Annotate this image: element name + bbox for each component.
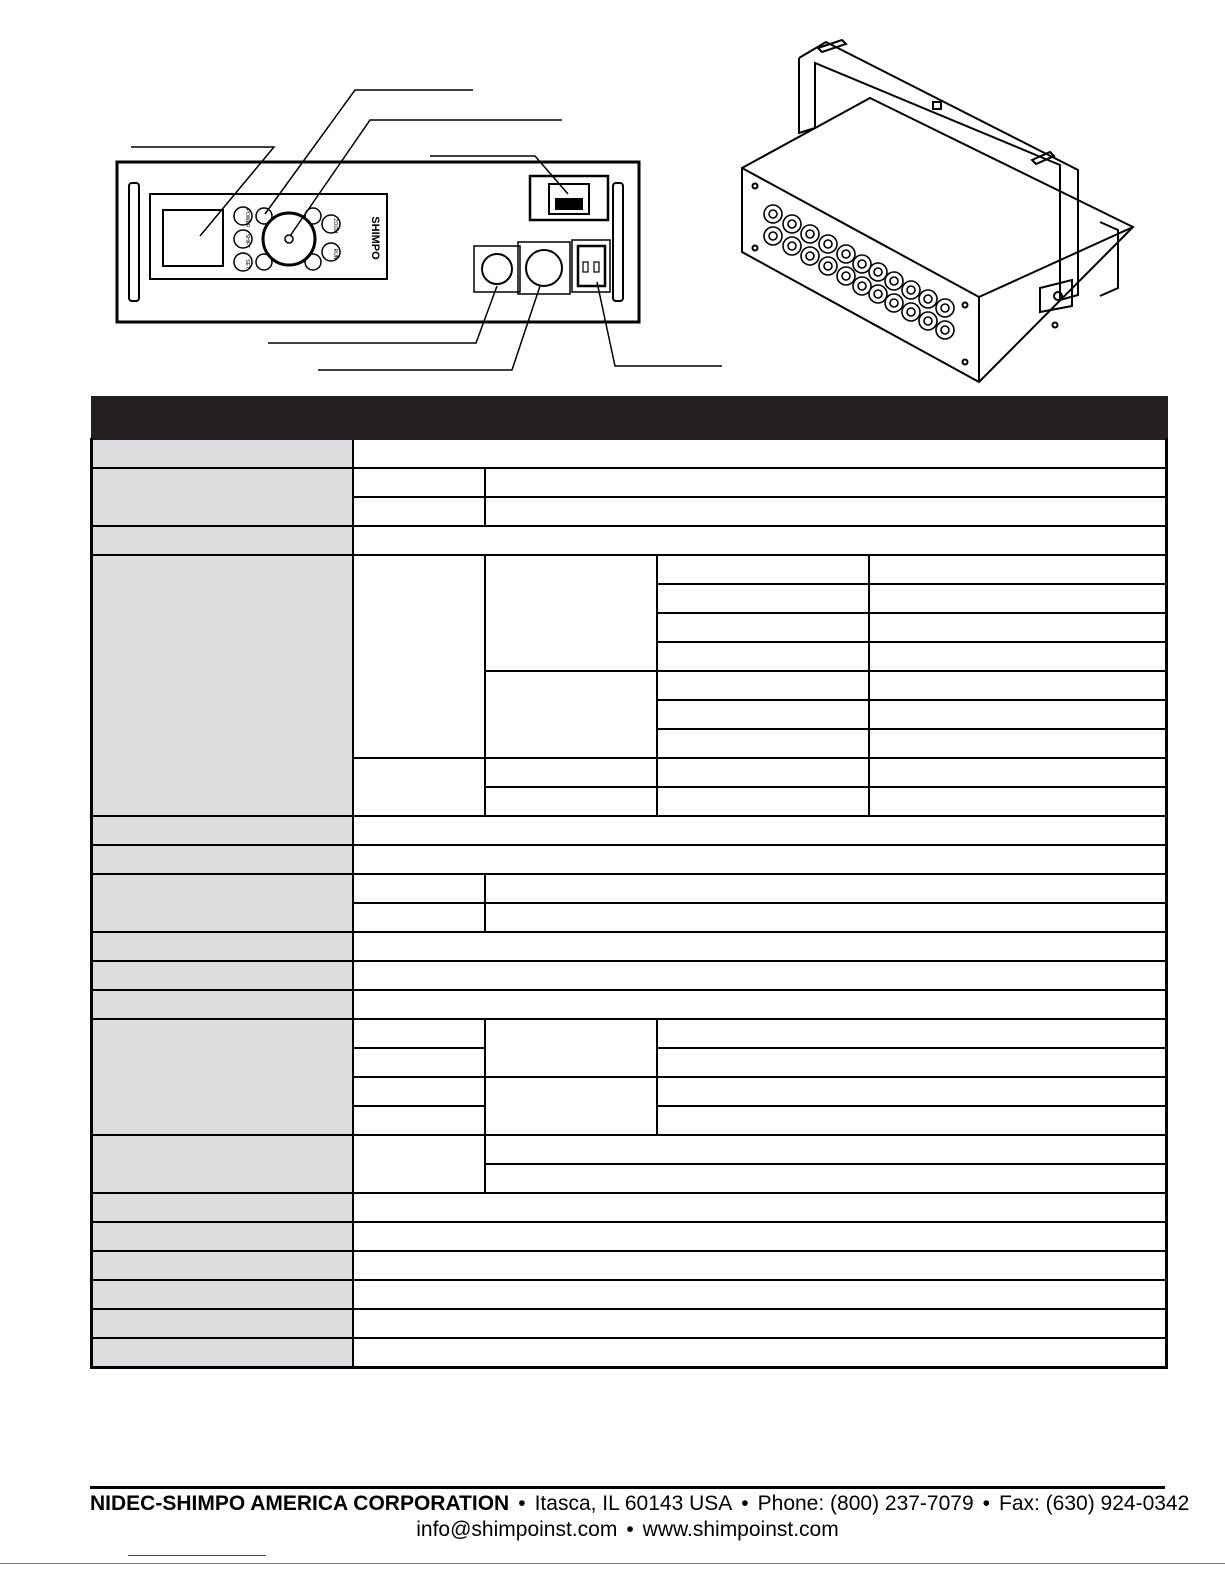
enclosure-drawing: [742, 40, 1133, 382]
row-sublabel: [353, 874, 485, 903]
row-value: [485, 497, 1167, 526]
table-row: [92, 1222, 1167, 1251]
row-value: [485, 1135, 1167, 1164]
row-value: [657, 1106, 1167, 1135]
footer-divider: [90, 1486, 1165, 1489]
row-value: [485, 468, 1167, 497]
row-sublabel: [353, 555, 485, 758]
row-value: [485, 874, 1167, 903]
company-name: NIDEC-SHIMPO AMERICA CORPORATION: [90, 1492, 510, 1515]
row-sublabel: [353, 468, 485, 497]
row-label: [92, 1222, 353, 1251]
row-label: [92, 468, 353, 526]
table-row: [92, 439, 1167, 468]
row-value: [869, 584, 1167, 613]
svg-text:SHIFT: SHIFT: [244, 233, 250, 249]
row-value: [353, 1193, 1167, 1222]
row-sublabel: [353, 903, 485, 932]
svg-text:ZOOM: ZOOM: [332, 218, 338, 234]
row-value: [485, 903, 1167, 932]
row-subgroup: [485, 1019, 657, 1077]
footer-web-line: info@shimpoinst.com • www.shimpoinst.com: [416, 1518, 839, 1541]
table-header: [92, 397, 1167, 439]
row-cell: [657, 584, 869, 613]
row-label: [92, 845, 353, 874]
table-row: [92, 468, 1167, 497]
specifications-table: [90, 396, 1168, 1369]
row-label: [92, 1338, 353, 1368]
table-row: [92, 555, 1167, 584]
table-row: [92, 1309, 1167, 1338]
row-sublabel: [353, 497, 485, 526]
hyperlink-underline[interactable]: [128, 1555, 266, 1556]
row-value: [657, 1077, 1167, 1106]
company-website[interactable]: www.shimpoinst.com: [642, 1518, 839, 1541]
row-value: [869, 729, 1167, 758]
row-cell: [657, 700, 869, 729]
row-label: [92, 1019, 353, 1135]
company-email[interactable]: info@shimpoinst.com: [416, 1518, 618, 1541]
row-sublabel: [353, 1048, 485, 1077]
row-cell: [657, 758, 869, 787]
row-subgroup: [485, 1077, 657, 1135]
row-cell: [657, 787, 869, 816]
row-subgroup: [485, 555, 657, 671]
row-label: [92, 439, 353, 468]
row-value: [869, 555, 1167, 584]
svg-text:POWER: POWER: [244, 208, 250, 228]
table-row: [92, 961, 1167, 990]
svg-text:SET: SET: [244, 259, 250, 269]
page-bottom-rule: [0, 1563, 1225, 1564]
row-subgroup: [485, 758, 657, 787]
table-header-row: [92, 397, 1167, 439]
row-label: [92, 874, 353, 932]
row-label: [92, 1135, 353, 1193]
company-phone: Phone: (800) 237-7079: [757, 1492, 974, 1515]
table-row: [92, 845, 1167, 874]
row-value: [869, 700, 1167, 729]
table-row: [92, 526, 1167, 555]
row-label: [92, 990, 353, 1019]
front-panel-drawing: [117, 90, 722, 370]
row-value: [353, 961, 1167, 990]
table-row: [92, 1135, 1167, 1164]
row-cell: [657, 642, 869, 671]
row-cell: [657, 729, 869, 758]
table-row: [92, 932, 1167, 961]
row-subgroup: [485, 671, 657, 758]
row-label: [92, 961, 353, 990]
row-value: [353, 1280, 1167, 1309]
table-row: [92, 1019, 1167, 1048]
row-value: [869, 758, 1167, 787]
row-value: [353, 439, 1167, 468]
row-value: [353, 1309, 1167, 1338]
row-subgroup: [485, 787, 657, 816]
row-label: [92, 1251, 353, 1280]
row-value: [869, 613, 1167, 642]
row-value: [869, 671, 1167, 700]
row-value: [657, 1048, 1167, 1077]
row-value: [353, 932, 1167, 961]
row-value: [353, 990, 1167, 1019]
row-cell: [657, 671, 869, 700]
row-label: [92, 555, 353, 816]
panel-logo: SHIMPO: [369, 216, 381, 260]
row-value: [657, 1019, 1167, 1048]
row-cell: [657, 613, 869, 642]
row-value: [353, 526, 1167, 555]
company-location: Itasca, IL 60143 USA: [534, 1492, 733, 1515]
table-row: [92, 1251, 1167, 1280]
row-value: [353, 845, 1167, 874]
table-row: [92, 1338, 1167, 1368]
row-label: [92, 526, 353, 555]
table-row: [92, 816, 1167, 845]
row-label: [92, 1193, 353, 1222]
row-label: [92, 816, 353, 845]
row-label: [92, 1309, 353, 1338]
svg-text:RUN: RUN: [332, 248, 338, 260]
row-sublabel: [353, 1135, 485, 1193]
row-value: [353, 816, 1167, 845]
row-value: [869, 787, 1167, 816]
footer-contact-line: NIDEC-SHIMPO AMERICA CORPORATION • Itasca, IL 60143 USA • Phone: (800) 237-7079 • Fax: (630) 924-0342: [90, 1492, 1190, 1515]
table-row: [92, 1280, 1167, 1309]
product-illustrations: [0, 0, 1225, 395]
row-sublabel: [353, 1077, 485, 1106]
row-sublabel: [353, 1019, 485, 1048]
row-sublabel: [353, 1106, 485, 1135]
company-fax: Fax: (630) 924-0342: [999, 1492, 1190, 1515]
row-label: [92, 1280, 353, 1309]
row-value: [869, 642, 1167, 671]
table-row: [92, 1193, 1167, 1222]
row-value: [353, 1251, 1167, 1280]
table-row: [92, 990, 1167, 1019]
row-cell: [657, 555, 869, 584]
row-value: [353, 1222, 1167, 1251]
table-row: [92, 874, 1167, 903]
row-value: [485, 1164, 1167, 1193]
row-label: [92, 932, 353, 961]
row-sublabel: [353, 758, 485, 816]
row-value: [353, 1338, 1167, 1368]
